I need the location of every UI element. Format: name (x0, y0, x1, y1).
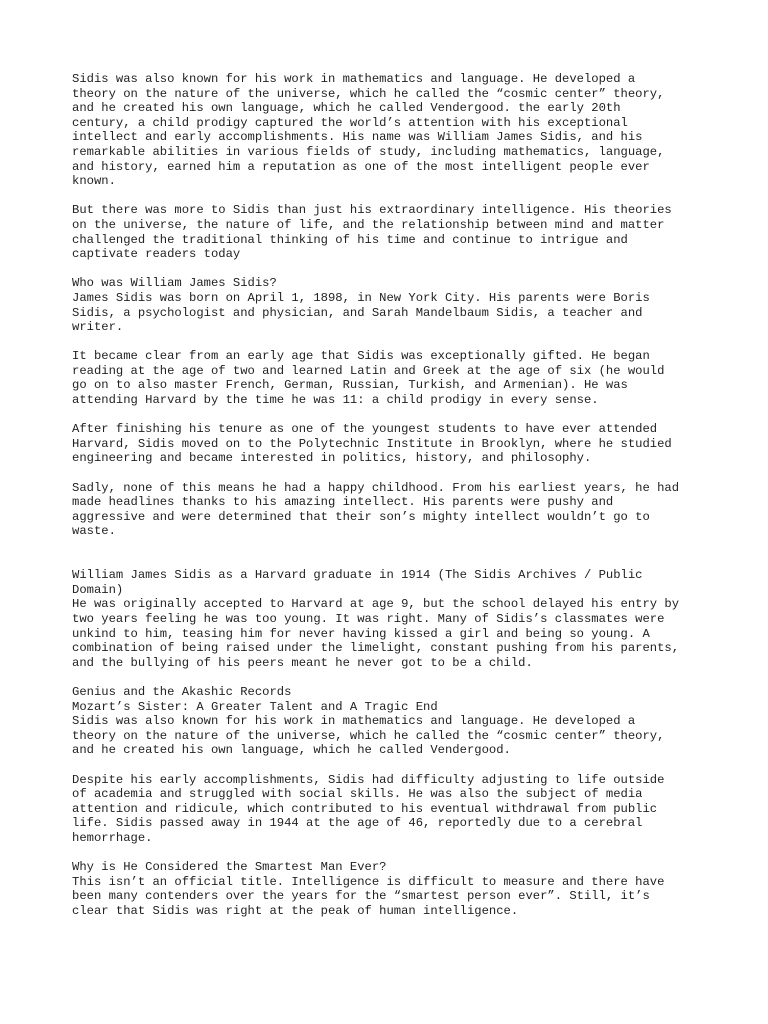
text-line: reading at the age of two and learned Latin and Greek at the age of six (he would (72, 363, 665, 378)
text-line: James Sidis was born on April 1, 1898, in New York City. His parents were Boris (72, 290, 650, 305)
image-caption: William James Sidis as a Harvard graduate in 1914 (The Sidis Archives / Public (72, 568, 643, 583)
text-line: life. Sidis passed away in 1944 at the age of 46, reportedly due to a cerebral (72, 816, 643, 831)
text-line: unkind to him, teasing him for never having kissed a girl and being so young. A (72, 626, 650, 641)
paragraph-photo-caption (72, 568, 712, 670)
text-line: Despite his early accomplishments, Sidis had difficulty adjusting to life outside (72, 772, 665, 787)
text-line: go on to also master French, German, Russian, Turkish, and Armenian). He was (72, 378, 628, 393)
text-line: It became clear from an early age that Sidis was exceptionally gifted. He began (72, 349, 650, 364)
text-line: known. (72, 174, 116, 189)
text-line: This isn’t an official title. Intelligence is difficult to measure and there have (72, 874, 665, 889)
text-line: theory on the nature of the universe, which he called the “cosmic center” theory, (72, 728, 665, 743)
related-link[interactable]: Mozart’s Sister: A Greater Talent and A Tragic End (72, 699, 438, 714)
text-line: on the universe, the nature of life, and the relationship between mind and matter (72, 217, 665, 232)
text-line: attention and ridicule, which contributed to his eventual withdrawal from public (72, 801, 658, 816)
text-line: theory on the nature of the universe, which he called the “cosmic center” theory, (72, 86, 665, 101)
text-line: engineering and became interested in politics, history, and philosophy. (72, 451, 592, 466)
text-line: attending Harvard by the time he was 11: a child prodigy in every sense. (72, 393, 599, 408)
text-line: and the bullying of his peers meant he never got to be a child. (72, 655, 533, 670)
paragraph-childhood (72, 481, 712, 539)
text-line: writer. (72, 320, 124, 335)
text-line: But there was more to Sidis than just his extraordinary intelligence. His theories (72, 203, 672, 218)
paragraph-later-life (72, 773, 712, 846)
text-line: hemorrhage. (72, 830, 153, 845)
paragraph-smartest (72, 860, 712, 918)
text-line: waste. (72, 524, 116, 539)
text-line: and history, earned him a reputation as one of the most intelligent people ever (72, 159, 650, 174)
text-line: Sidis was also known for his work in mathematics and language. He developed a (72, 714, 636, 729)
section-heading: Why is He Considered the Smartest Man Ever? (72, 860, 387, 875)
text-line: Sidis, a psychologist and physician, and Sarah Mandelbaum Sidis, a teacher and (72, 305, 643, 320)
text-line: combination of being raised under the limelight, constant pushing from his parents, (72, 641, 680, 656)
paragraph-who-was (72, 276, 712, 334)
text-line: clear that Sidis was right at the peak of human intelligence. (72, 903, 519, 918)
text-line: intellect and early accomplishments. His name was William James Sidis, and his (72, 130, 643, 145)
image-caption: Domain) (72, 582, 124, 597)
text-line: and he created his own language, which he called Vendergood. the early 20th (72, 101, 621, 116)
document-page (72, 72, 712, 918)
paragraph-related-links (72, 685, 712, 758)
section-heading: Who was William James Sidis? (72, 276, 277, 291)
text-line: century, a child prodigy captured the world’s attention with his exceptional (72, 115, 628, 130)
text-line: Sadly, none of this means he had a happy childhood. From his earliest years, he had (72, 480, 680, 495)
text-line: of academia and struggled with social skills. He was also the subject of media (72, 787, 643, 802)
text-line: been many contenders over the years for the “smartest person ever”. Still, it’s (72, 889, 650, 904)
text-line: two years feeling he was too young. It was right. Many of Sidis’s classmates were (72, 611, 665, 626)
text-line: made headlines thanks to his amazing intellect. His parents were pushy and (72, 495, 614, 510)
text-line: challenged the traditional thinking of his time and continue to intrigue and (72, 232, 628, 247)
text-line: aggressive and were determined that their son’s mighty intellect wouldn’t go to (72, 509, 650, 524)
paragraph-intro (72, 72, 712, 189)
text-line: After finishing his tenure as one of the youngest students to have ever attended (72, 422, 658, 437)
text-line: and he created his own language, which he called Vendergood. (72, 743, 511, 758)
paragraph-gifted (72, 349, 712, 407)
paragraph-harvard (72, 422, 712, 466)
text-line: Harvard, Sidis moved on to the Polytechnic Institute in Brooklyn, where he studied (72, 436, 672, 451)
text-line: remarkable abilities in various fields of study, including mathematics, language, (72, 144, 665, 159)
text-line: captivate readers today (72, 247, 241, 262)
related-link[interactable]: Genius and the Akashic Records (72, 684, 292, 699)
text-line: He was originally accepted to Harvard at age 9, but the school delayed his entry by (72, 597, 680, 612)
paragraph-theories (72, 203, 712, 261)
text-line: Sidis was also known for his work in mathematics and language. He developed a (72, 72, 636, 86)
